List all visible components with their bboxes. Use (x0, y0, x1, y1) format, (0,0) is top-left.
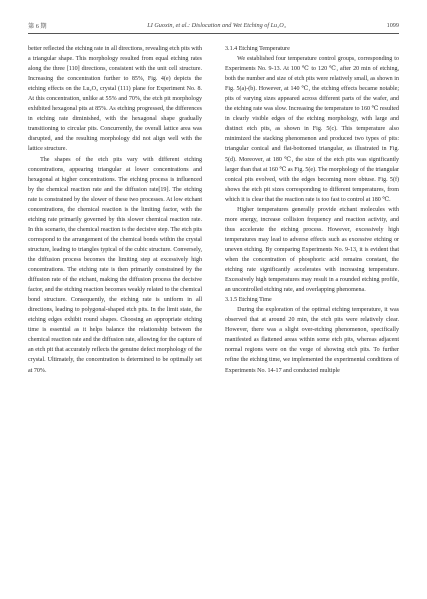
paragraph: During the exploration of the optimal etching temperature, it was observed that at around 20 min, the etch pits were relatively clear. However, there was a slight over-etching phenomenon, specifically manifested as flattened areas within some etch pits, whereas adjacent normal regions were on the verge of showing etch pits. To further refine the etching time, we implemented the experimental conditions of Experiments No. 14-17 and conducted multiple (225, 307, 399, 374)
header-rule (28, 33, 399, 34)
paragraph: We established four temperature control groups, corresponding to Experiments No. 9-13. At 100 ℃ to 120 ℃, after 20 min of etching, both the number and size of etch pits were relatively small, as shown in Fig. 5(a)-(b). However, at 140 ℃, the etching effects became notable; pits of varying sizes appeared across different parts of the wafer, and the etching rate was slow. Increasing the temperature to 160 ℃ resulted in clearly visible edges of the etching morphology, with large and distinct etch pits, as shown in Fig. 5(c). This temperature also minimized the stacking phenomenon and produced two types of pits: triangular conical and flat-bottomed triangular, as illustrated in Fig. 5(d). Moreover, at 180 ℃, the size of the etch pits was significantly larger than that at 160 ℃ as Fig. 5(e). The morphology of the triangular conical pits evolved, with the edges becoming more obtuse. Fig. 5(f) shows the etch pit sizes corresponding to different temperatures, from which it is clear that the reaction rate is too fast to control at 180 ℃. (225, 56, 399, 203)
paragraph: better reflected the etching rate in all directions, revealing etch pits with a triangular shape. This morphology resulted from equal etching rates along the three [110] directions, consistent with the unit cell structure. Increasing the concentration further to 85%, Fig. 4(e) depicts the etching effects on the Lu₂O₃ crystal (111) plane for Experiment No. 8. At this concentration, unlike at 55% and 70%, the etch pit morphology exhibited hexagonal pits at 85%. As etching progressed, the differences in etching rate diminished, with the hexagonal shape gradually transitioning to circular pits. Concurrently, the overall lattice area was disrupted, and the resulting morphology did not align well with the lattice structure. (28, 46, 202, 153)
section-heading: 3.1.4 Etching Temperature (225, 46, 290, 52)
left-column (28, 44, 202, 376)
running-title: LI Guoxin, et al.: Dislocation and Wet Etching of Lu₂O₃ (147, 21, 286, 29)
paragraph: Higher temperatures generally provide etchant molecules with more energy, increase collision frequency and reaction activity, and thus accelerate the etching process. However, excessively high temperatures may lead to adverse effects such as excessive etching or uneven etching. By comparing Experiments No. 9-13, it is evident that when the concentration of phosphoric acid remains constant, the etching rate significantly accelerates with increasing temperature. Excessively high temperatures may result in a rounded etching profile, an uncontrolled etching rate, and overlapping phenomena. (225, 206, 399, 294)
paragraph: The shapes of the etch pits vary with different etching concentrations, appearing triangular at lower concentrations and hexagonal at higher concentrations. The etching process is influenced by the chemical reaction rate and the diffusion rate[19]. The etching rate is constrained by the slower of these two processes. At low etchant concentrations, the chemical reaction is the limiting factor, with the etching rate primarily governed by this slower chemical reaction rate. In this scenario, the chemical reaction is the decisive step. The etch pits correspond to the arrangement of the chemical bonds within the crystal structure, leading to triangles typical of the cubic structure. Conversely, the diffusion process becomes the limiting step at excessively high concentrations. The etching rate is then primarily constrained by the diffusion rate of the etchant, making the diffusion process the decisive factor, and the etching reaction becomes weakly related to the chemical bond structure. Consequently, the etching rate is uniform in all directions, leading to polygonal-shaped etch pits. In the limit state, the etching edges exhibit round shapes. Choosing an appropriate etching time is essential as it helps balance the relationship between the chemical reaction rate and the diffusion rate, allowing for the capture of an etch pit that accurately reflects the genuine defect morphology of the crystal. Ultimately, the concentration is determined to be optimally set at 70%. (28, 156, 202, 374)
section-heading: 3.1.5 Etching Time (225, 297, 272, 304)
running-header (28, 18, 399, 32)
issue-label: 第 6 期 (28, 22, 47, 30)
page-number: 1099 (386, 21, 399, 29)
right-column (225, 44, 399, 376)
